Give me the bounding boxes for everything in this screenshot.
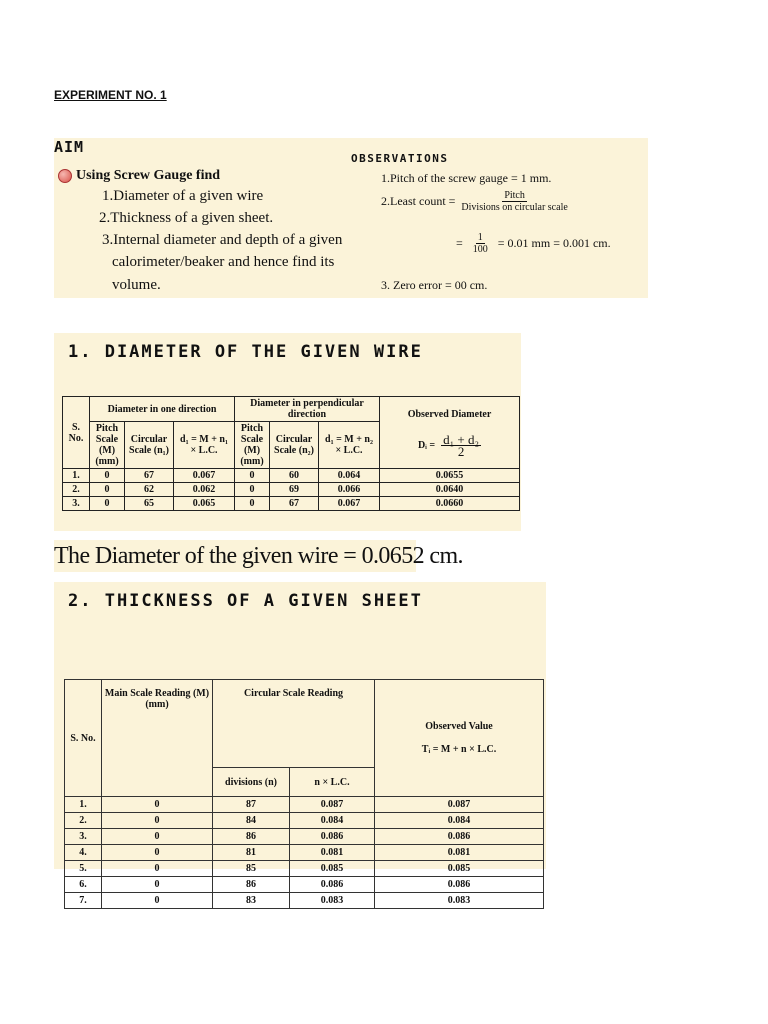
table-cell: 0 <box>235 497 270 511</box>
table-cell: 0 <box>90 497 125 511</box>
table-cell: 0 <box>102 893 213 909</box>
least-count-value: = 0.01 mm = 0.001 cm. <box>497 236 611 250</box>
least-count-line <box>381 190 570 213</box>
table-cell: 2. <box>63 483 90 497</box>
table-cell: 0.083 <box>375 893 544 909</box>
th-d2: d₁ = M + n₂ × L.C. <box>319 422 380 469</box>
table-cell: 0 <box>235 483 270 497</box>
table-cell: 0.081 <box>290 845 375 861</box>
th2-observed <box>375 680 544 797</box>
th2-formula: Tᵢ = M + n × L.C. <box>421 744 497 755</box>
least-count-label: 2.Least count = <box>381 194 456 208</box>
th2-divisions: divisions (n) <box>213 768 290 797</box>
table-cell: 0.067 <box>319 497 380 511</box>
page-heading: EXPERIMENT NO. 1 <box>54 88 167 102</box>
table-cell: 0.081 <box>375 845 544 861</box>
table-cell: 5. <box>65 861 102 877</box>
table-cell: 0 <box>102 877 213 893</box>
th2-observed-label: Observed Value <box>425 721 493 732</box>
table-cell: 7. <box>65 893 102 909</box>
table-cell: 3. <box>63 497 90 511</box>
table-cell: 0.087 <box>290 797 375 813</box>
table-cell: 0.085 <box>290 861 375 877</box>
table-cell: 86 <box>213 877 290 893</box>
table-cell: 0.065 <box>174 497 235 511</box>
table-cell: 2. <box>65 813 102 829</box>
table-cell: 0.086 <box>375 829 544 845</box>
th-circular1: Circular Scale (n₁) <box>125 422 174 469</box>
table-cell: 0 <box>235 469 270 483</box>
table-cell: 0.086 <box>290 877 375 893</box>
aim-panel <box>54 138 648 298</box>
table-cell: 3. <box>65 829 102 845</box>
th-dir1: Diameter in one direction <box>90 397 235 422</box>
pitch-line: 1.Pitch of the screw gauge = 1 mm. <box>381 171 552 185</box>
lc-denominator: Divisions on circular scale <box>461 202 568 213</box>
th-pitch1: Pitch Scale (M) (mm) <box>90 422 125 469</box>
th2-circular: Circular Scale Reading <box>213 680 375 768</box>
table-cell: 0 <box>102 829 213 845</box>
table-cell: 0.084 <box>375 813 544 829</box>
table-cell: 1. <box>65 797 102 813</box>
aim-intro <box>58 168 220 184</box>
table-cell: 0.062 <box>174 483 235 497</box>
table-row <box>65 877 544 893</box>
th2-sno: S. No. <box>65 680 102 797</box>
section-diameter-panel <box>54 333 521 531</box>
table-cell: 0 <box>90 469 125 483</box>
least-count-value-line <box>456 232 611 255</box>
table-cell: 87 <box>213 797 290 813</box>
equals-sign: = <box>456 236 463 250</box>
th-observed <box>380 397 520 469</box>
aim-item-5: volume. <box>112 277 161 293</box>
table-cell: 4. <box>65 845 102 861</box>
bullet-icon <box>58 169 72 183</box>
th-d1: d₁ = M + n₁ × L.C. <box>174 422 235 469</box>
aim-intro-text: Using Screw Gauge find <box>76 168 221 183</box>
table-row <box>65 893 544 909</box>
aim-item-4: calorimeter/beaker and hence find its <box>112 254 335 270</box>
table-row <box>63 497 520 511</box>
th-dir2: Diameter in perpendicular direction <box>235 397 380 422</box>
table-row <box>65 861 544 877</box>
lc-numerator: Pitch <box>504 190 525 201</box>
table-cell: 67 <box>270 497 319 511</box>
table-cell: 60 <box>270 469 319 483</box>
table-row <box>65 797 544 813</box>
section-thickness-title: 2. THICKNESS OF A GIVEN SHEET <box>68 591 423 611</box>
aim-item-3: 3.Internal diameter and depth of a given <box>102 232 343 248</box>
diameter-result: The Diameter of the given wire = 0.0652 cm. <box>54 540 416 572</box>
di-denominator: 2 <box>457 443 465 459</box>
table-cell: 84 <box>213 813 290 829</box>
di-fraction <box>441 431 481 459</box>
th-observed-label: Observed Diameter <box>407 408 492 420</box>
table-cell: 6. <box>65 877 102 893</box>
table-cell: 0.085 <box>375 861 544 877</box>
table-cell: 69 <box>270 483 319 497</box>
di-numerator: d₁ + d₂ <box>443 431 480 447</box>
table-row <box>65 845 544 861</box>
table-cell: 0 <box>102 861 213 877</box>
table-row <box>63 469 520 483</box>
least-count-fraction <box>459 190 569 213</box>
table-cell: 0.067 <box>174 469 235 483</box>
zero-error-line: 3. Zero error = 00 cm. <box>381 278 488 292</box>
one-hundredth-fraction <box>471 232 490 255</box>
table-cell: 0.086 <box>375 877 544 893</box>
table-cell: 0.0655 <box>380 469 520 483</box>
table-cell: 85 <box>213 861 290 877</box>
aim-item-1: 1.Diameter of a given wire <box>102 188 264 204</box>
table-cell: 0.066 <box>319 483 380 497</box>
table-cell: 67 <box>125 469 174 483</box>
table-cell: 0 <box>102 845 213 861</box>
th-circular2: Circular Scale (n₂) <box>270 422 319 469</box>
di-formula <box>382 431 517 459</box>
table-cell: 81 <box>213 845 290 861</box>
table-cell: 0.0660 <box>380 497 520 511</box>
table-cell: 1. <box>63 469 90 483</box>
table-cell: 0.0640 <box>380 483 520 497</box>
table-cell: 86 <box>213 829 290 845</box>
table-cell: 0.087 <box>375 797 544 813</box>
table-cell: 0.086 <box>290 829 375 845</box>
fraction-hundred: 100 <box>472 244 488 255</box>
table-cell: 0.083 <box>290 893 375 909</box>
table-row <box>63 483 520 497</box>
diameter-table <box>62 396 520 511</box>
section-thickness-panel <box>54 582 546 906</box>
table-cell: 0 <box>102 813 213 829</box>
table-cell: 0.084 <box>290 813 375 829</box>
di-label: Dᵢ = <box>417 439 436 451</box>
fraction-one: 1 <box>477 232 483 243</box>
observations-title: OBSERVATIONS <box>351 152 449 165</box>
th2-main: Main Scale Reading (M) (mm) <box>102 680 213 797</box>
th-pitch2: Pitch Scale (M) (mm) <box>235 422 270 469</box>
table-cell: 83 <box>213 893 290 909</box>
diameter-table-body <box>63 469 520 511</box>
table-row <box>65 813 544 829</box>
table-cell: 65 <box>125 497 174 511</box>
aim-item-2: 2.Thickness of a given sheet. <box>99 210 274 226</box>
table-cell: 0 <box>102 797 213 813</box>
section-diameter-title: 1. DIAMETER OF THE GIVEN WIRE <box>68 342 423 362</box>
table-cell: 0.064 <box>319 469 380 483</box>
aim-title: AIM <box>54 138 85 156</box>
th-sno: S. No. <box>63 397 90 469</box>
th2-nlc: n × L.C. <box>290 768 375 797</box>
thickness-table-body <box>65 797 544 909</box>
table-cell: 62 <box>125 483 174 497</box>
table-cell: 0 <box>90 483 125 497</box>
table-row <box>65 829 544 845</box>
thickness-table <box>64 679 544 909</box>
